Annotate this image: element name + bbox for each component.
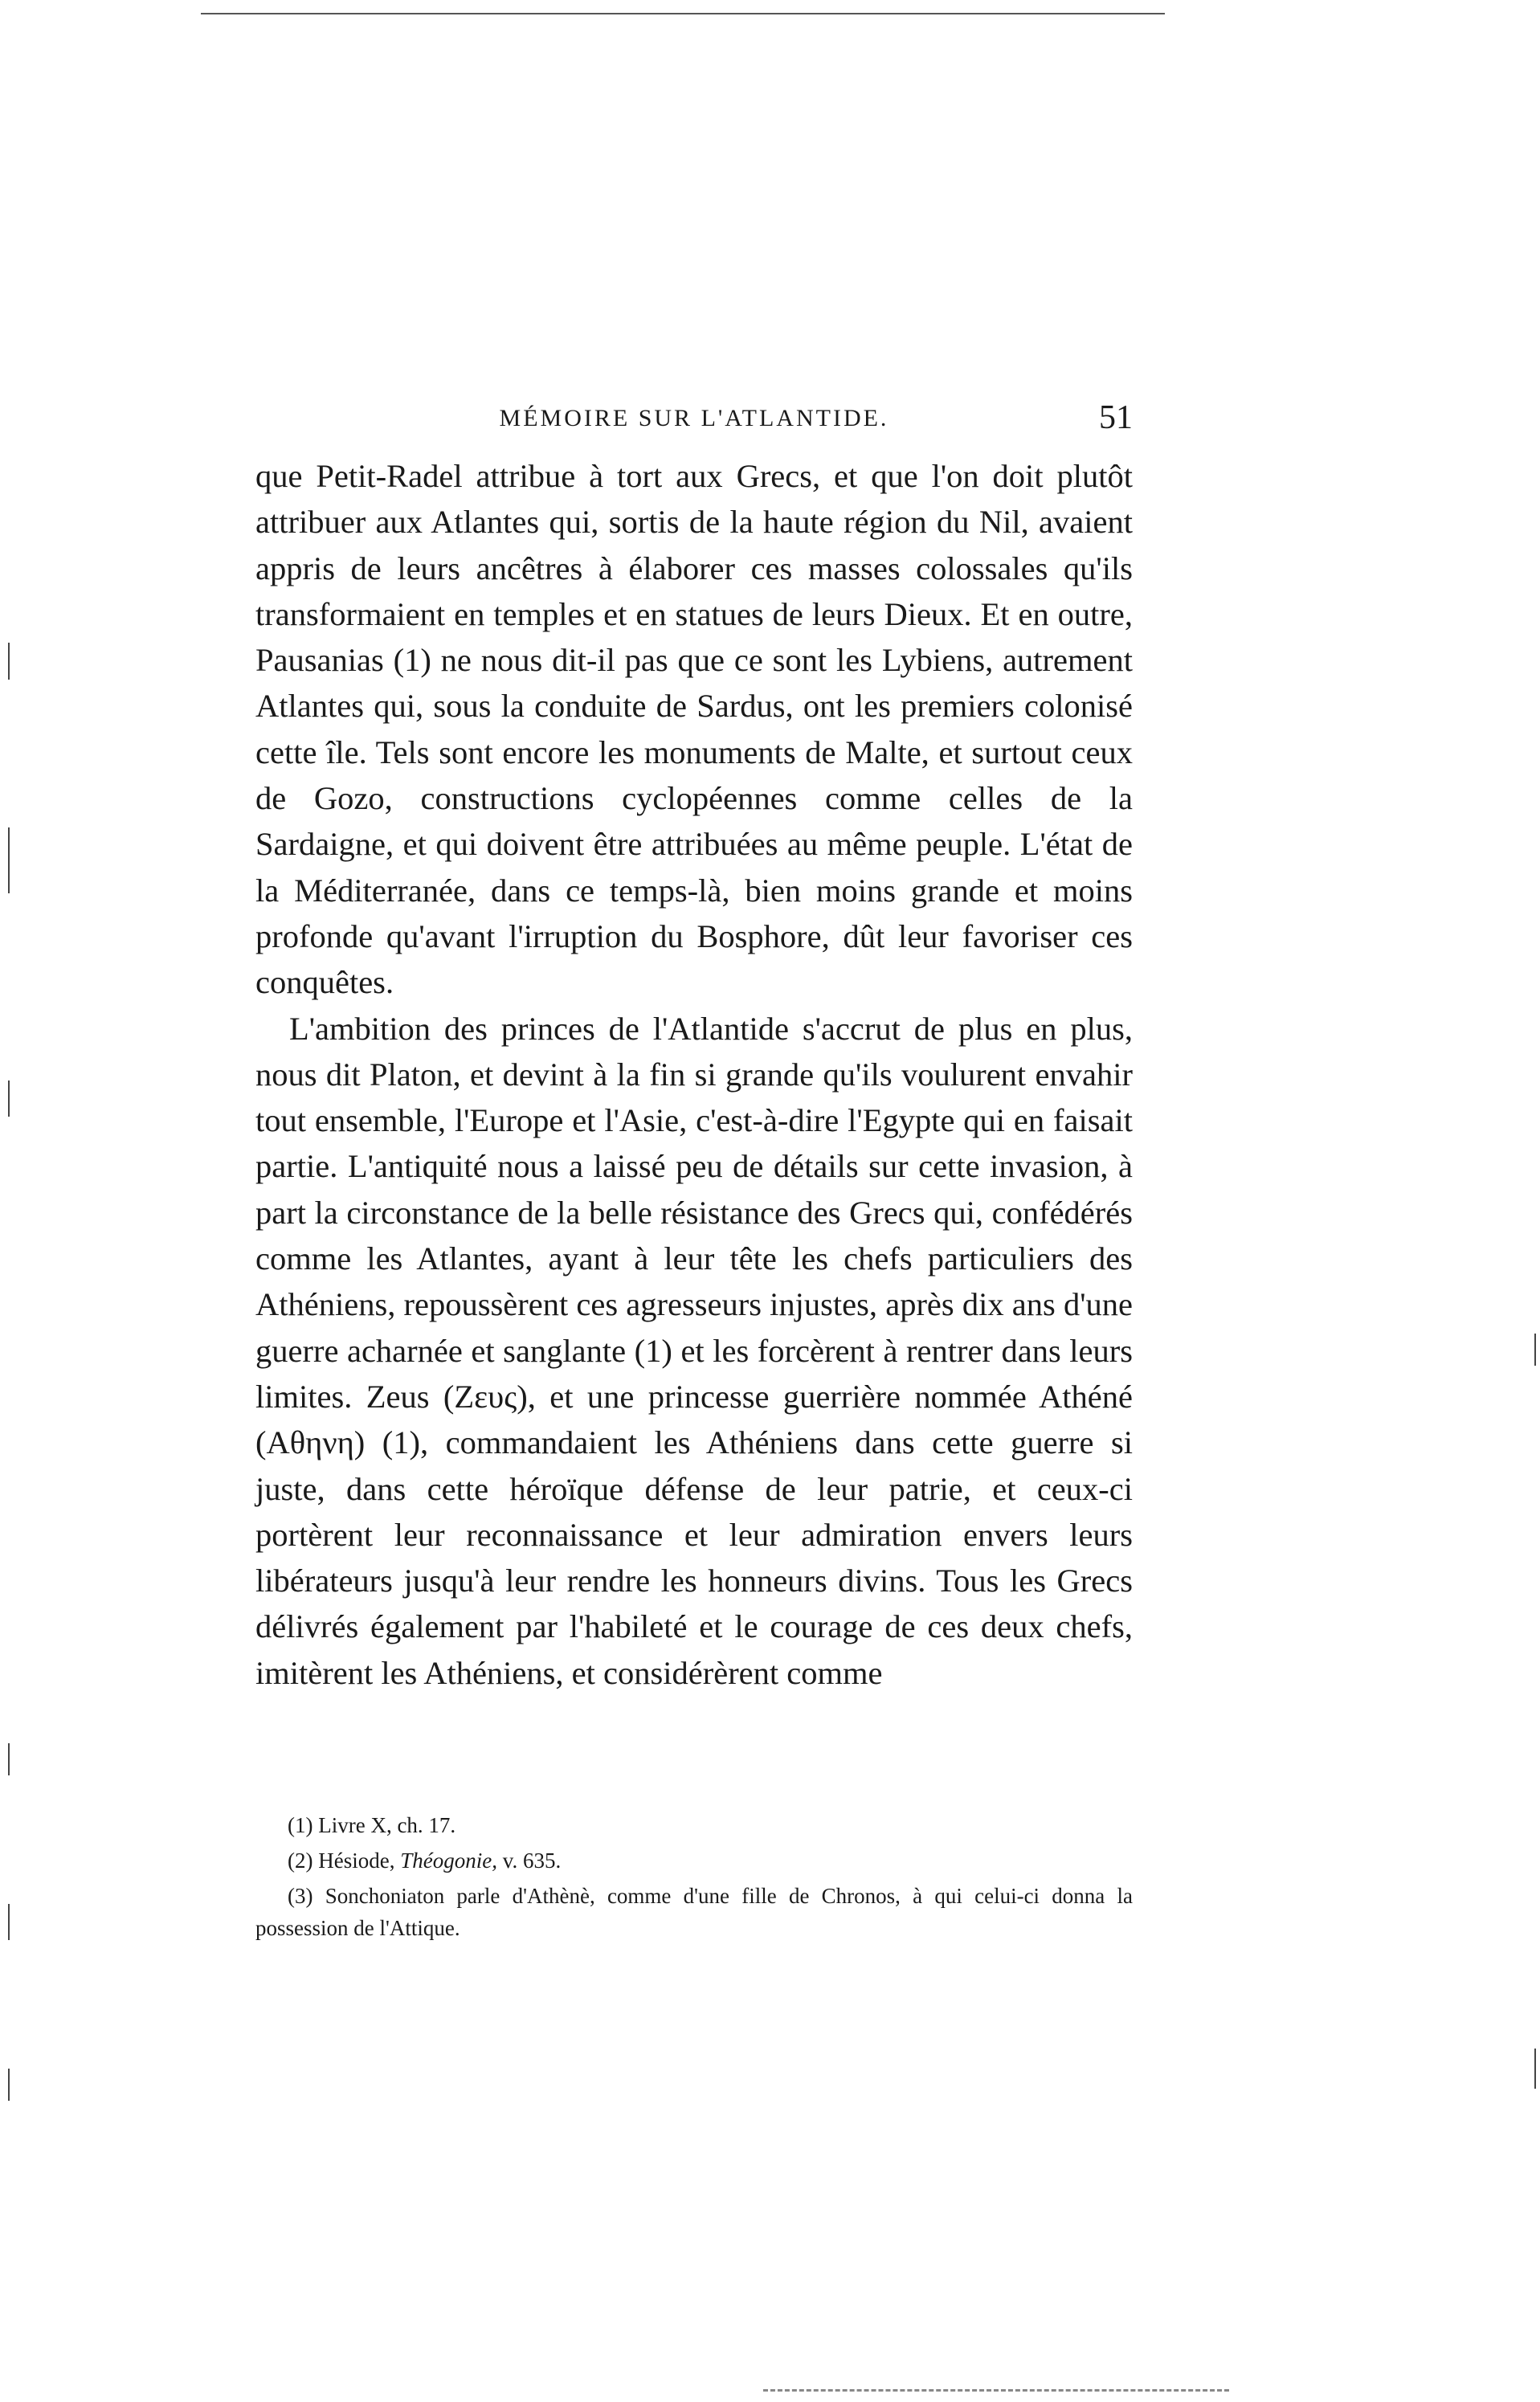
paragraph-1: que Petit-Radel attribue à tort aux Grecs, et que l'on doit plutôt attribuer aux Atlantes qui, sortis de la haute région du Nil, avaient appris de leurs ancêtres à élaborer ces masses colossales qu'ils transformaient en temples et en statues de leurs Dieux. Et en outre, Pausanias (1) ne nous dit-il pas que ce sont les Lybiens, autrement Atlantes qui, sous la conduite de Sardus, ont les premiers colonisé cette île. Tels sont encore les monuments de Malte, et surtout ceux de Gozo, constructions cyclopéennes comme celles de la Sardaigne, et qui doivent être attribuées au même peuple. L'état de la Méditerranée, dans ce temps-là, bien moins grande et moins profonde qu'avant l'irruption du Bosphore, dût leur favoriser ces conquêtes.	[255, 458, 1133, 1001]
body-text	[255, 453, 1133, 1696]
scan-bottom-rule	[763, 2389, 1229, 2392]
footnotes	[255, 1809, 1133, 1947]
margin-tick-right-1	[1534, 1334, 1536, 1366]
footnote-2-suffix: v. 635.	[502, 1848, 562, 1873]
footnote-2-title: Théogonie,	[400, 1848, 497, 1873]
running-title: MÉMOIRE SUR L'ATLANTIDE.	[499, 405, 889, 431]
margin-tick-right-2	[1534, 2049, 1536, 2089]
footnote-1: (1) Livre X, ch. 17.	[288, 1813, 456, 1837]
footnote-2	[255, 1844, 1133, 1877]
margin-tick-left-3	[8, 1080, 10, 1117]
footnote-2-prefix: (2) Hésiode,	[288, 1848, 395, 1873]
margin-tick-left-1	[8, 643, 10, 680]
paragraph-2: L'ambition des princes de l'Atlantide s'accrut de plus en plus, nous dit Platon, et devint à la fin si grande qu'ils voulurent envahir tout ensemble, l'Europe et l'Asie, c'est-à-dire l'Egypte qui en faisait partie. L'antiquité nous a laissé peu de détails sur cette invasion, à part la circonstance de la belle résistance des Grecs qui, confédérés comme les Atlantes, ayant à leur tête les chefs particuliers des Athéniens, repoussèrent ces agresseurs injustes, après dix ans d'une guerre acharnée et sanglante (1) et les forcèrent à rentrer dans leurs limites. Zeus (Ζευς), et une princesse guerrière nommée Athéné (Αθηνη) (1), commandaient les Athéniens dans cette guerre si juste, dans cette héroïque défense de leur patrie, et ceux-ci portèrent leur reconnaissance et leur admiration envers leurs libérateurs jusqu'à leur rendre les honneurs divins. Tous les Grecs délivrés également par l'habileté et le courage de ces deux chefs, imitèrent les Athéniens, et considérèrent comme	[255, 1010, 1133, 1691]
page-number: 51	[1099, 399, 1133, 436]
margin-tick-left-4	[8, 1743, 10, 1775]
footnote-3: (3) Sonchoniaton parle d'Athènè, comme d'une fille de Chronos, à qui celui-ci donna la possession de l'Attique.	[255, 1884, 1133, 1940]
margin-tick-left-2	[8, 827, 10, 893]
scan-top-rule	[201, 13, 1165, 14]
margin-tick-left-5	[8, 1904, 10, 1940]
margin-tick-left-6	[8, 2069, 10, 2101]
page-header	[255, 395, 1133, 443]
